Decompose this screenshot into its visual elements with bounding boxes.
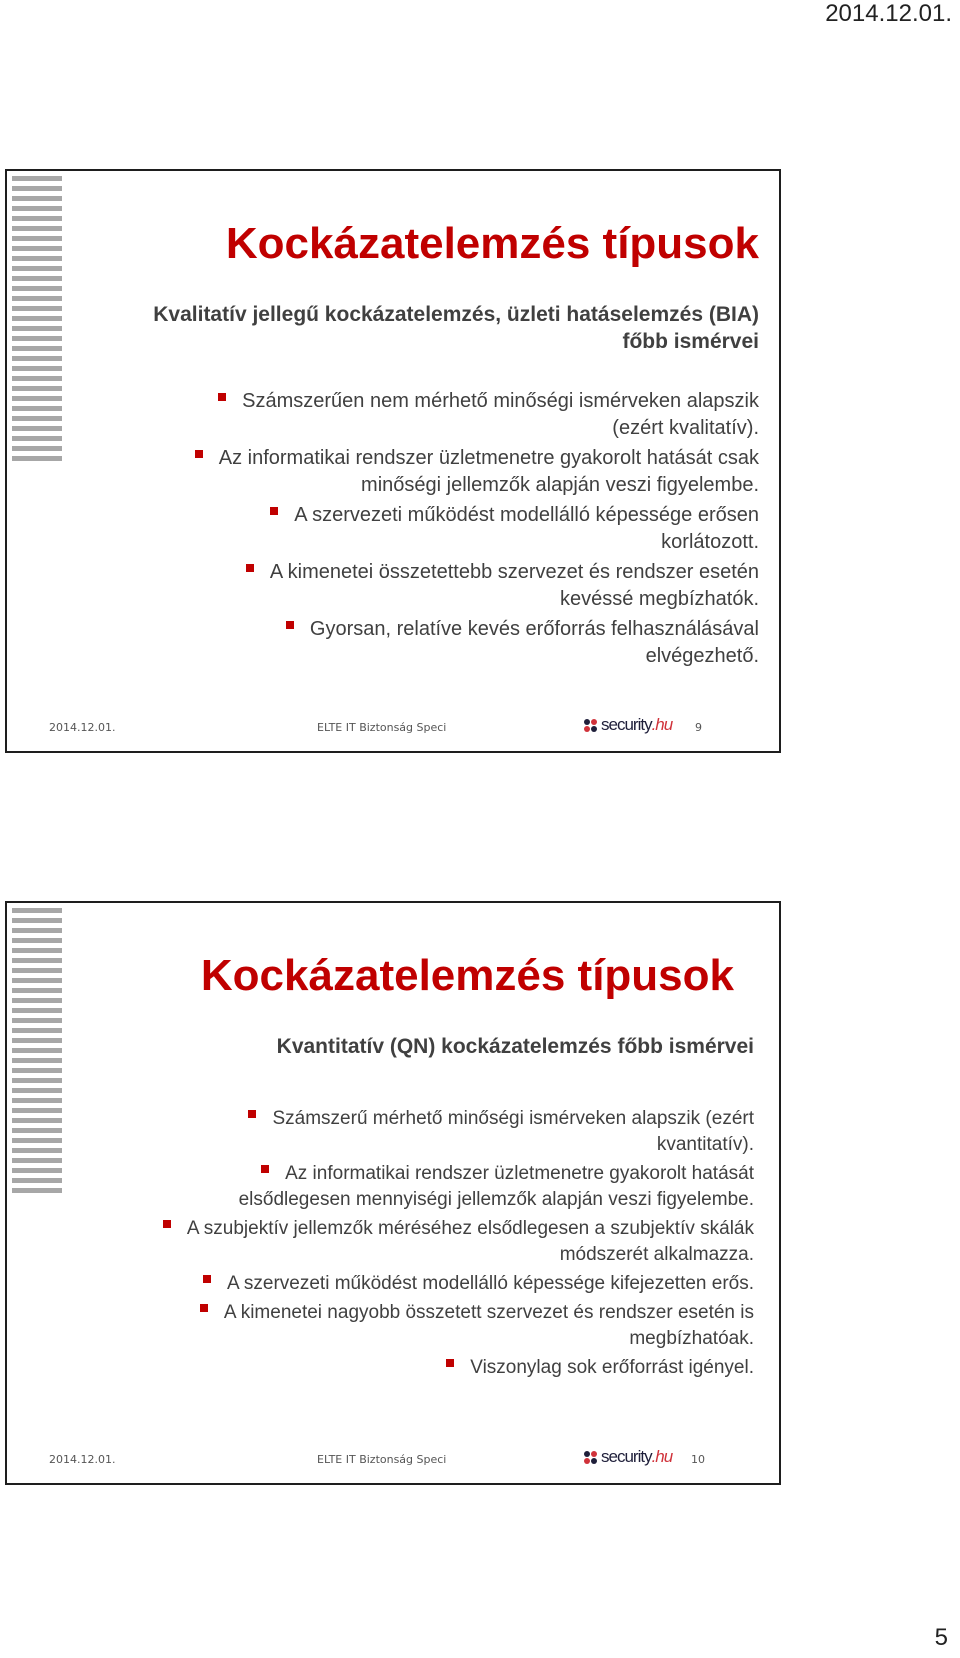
bullet-item (163, 1161, 754, 1213)
red-square-bullet-icon (218, 393, 226, 401)
bullet-line: minőségi jellemzők alapján veszi figyelembe. (361, 474, 759, 496)
slide-title: Kockázatelemzés típusok (225, 219, 759, 268)
page-number: 5 (934, 1624, 948, 1651)
bullet-line: korlátozott. (661, 531, 759, 553)
bullet-item (163, 1216, 754, 1268)
page-date: 2014.12.01. (825, 0, 952, 27)
logo-tld: .hu (651, 1447, 673, 1466)
bullet-item (195, 502, 759, 556)
bullet-line: elvégezhető. (645, 645, 759, 667)
logo-tld: .hu (651, 715, 673, 734)
footer-course: ELTE IT Biztonság Speci (317, 721, 447, 734)
logo-text: security (601, 1447, 652, 1466)
red-square-bullet-icon (286, 621, 294, 629)
bullet-line: A kimenetei nagyobb összetett szervezet és rendszer esetén is (223, 1302, 754, 1323)
footer-course: ELTE IT Biztonság Speci (317, 1453, 447, 1466)
slide-footer (7, 1445, 779, 1471)
red-square-bullet-icon (195, 450, 203, 458)
bullet-line: módszerét alkalmazza. (559, 1244, 754, 1265)
bullet-item (163, 1271, 754, 1297)
bullet-line: Az informatikai rendszer üzletmenetre gyakorolt hatását csak (218, 447, 759, 469)
footer-date: 2014.12.01. (49, 721, 116, 734)
bullet-line: elsődlegesen mennyiségi jellemzők alapján veszi figyelembe. (238, 1189, 754, 1210)
subtitle-line: Kvantitatív (QN) kockázatelemzés főbb ismérvei (276, 1035, 754, 1058)
logo-text: security (601, 715, 652, 734)
bullet-item (195, 616, 759, 670)
subtitle-line: Kvalitatív jellegű kockázatelemzés, üzleti hatáselemzés (BIA) (153, 303, 759, 326)
bullet-line: A szervezeti működést modellálló képessége erősen (294, 504, 759, 526)
red-square-bullet-icon (270, 507, 278, 515)
slide-number: 10 (691, 1453, 705, 1466)
red-square-bullet-icon (200, 1304, 208, 1312)
bullet-line: A szubjektív jellemzők méréséhez elsődlegesen a szubjektív skálák (186, 1218, 754, 1239)
slide-subtitle (277, 1033, 754, 1060)
bullet-line: Számszerű mérhető minőségi ismérveken alapszik (ezért (272, 1108, 754, 1129)
bullet-line: Számszerűen nem mérhető minőségi ismérveken alapszik (242, 390, 759, 412)
red-square-bullet-icon (246, 564, 254, 572)
bullet-line: Az informatikai rendszer üzletmenetre gyakorolt hatását (285, 1163, 754, 1184)
slide-subtitle (153, 301, 759, 355)
bullet-line: (ezért kvalitatív). (612, 417, 759, 439)
decorative-stripes (12, 908, 62, 1198)
subtitle-line: főbb ismérvei (622, 330, 759, 353)
slide-9 (5, 169, 781, 753)
slide-title: Kockázatelemzés típusok (200, 951, 734, 1000)
decorative-stripes (12, 176, 62, 466)
bullet-line: kvantitatív). (656, 1134, 754, 1155)
red-square-bullet-icon (248, 1110, 256, 1118)
slide-10 (5, 901, 781, 1485)
slide-number: 9 (695, 721, 702, 734)
slide-footer (7, 713, 779, 739)
red-square-bullet-icon (261, 1165, 269, 1173)
bullet-item (195, 388, 759, 442)
red-square-bullet-icon (446, 1359, 454, 1367)
bullet-list (195, 388, 759, 673)
bullet-line: Gyorsan, relatíve kevés erőforrás felhasználásával (309, 618, 759, 640)
bullet-line: Viszonylag sok erőforrást igényel. (470, 1357, 754, 1378)
bullet-item (195, 445, 759, 499)
bullet-item (163, 1300, 754, 1352)
red-square-bullet-icon (163, 1220, 171, 1228)
logo-dots-icon (584, 719, 598, 733)
bullet-line: A szervezeti működést modellálló képessége kifejezetten erős. (227, 1273, 754, 1294)
bullet-item (163, 1355, 754, 1381)
bullet-line: kevéssé megbízhatók. (560, 588, 759, 610)
footer-date: 2014.12.01. (49, 1453, 116, 1466)
bullet-list (163, 1106, 754, 1384)
bullet-item (163, 1106, 754, 1158)
logo-dots-icon (584, 1451, 598, 1465)
bullet-line: A kimenetei összetettebb szervezet és rendszer esetén (269, 561, 759, 583)
bullet-line: megbízhatóak. (629, 1328, 754, 1349)
bullet-item (195, 559, 759, 613)
red-square-bullet-icon (203, 1275, 211, 1283)
